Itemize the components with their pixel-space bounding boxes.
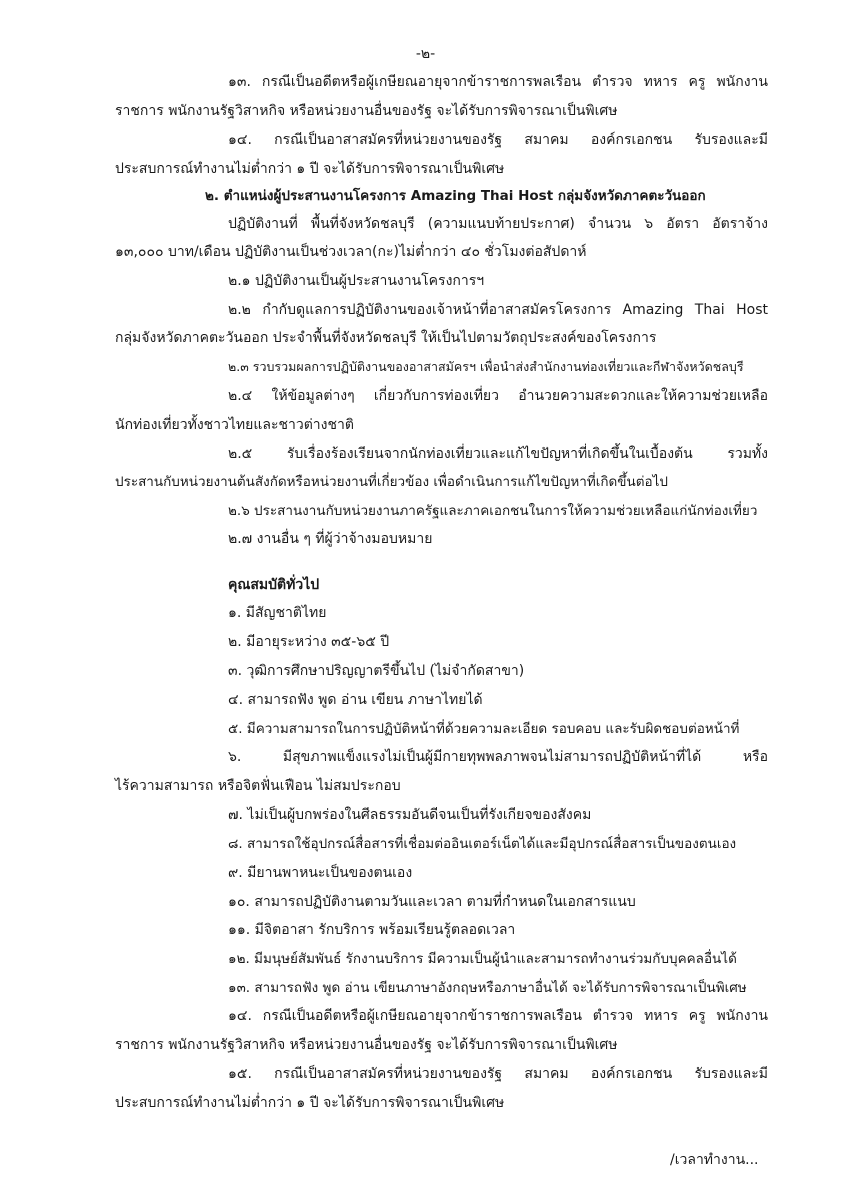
duty-2-4-line-1: ๒.๔ ให้ข้อมูลต่างๆ เกี่ยวกับการท่องเที่ยว อำนวยความสะดวกและให้ความช่วยเหลือ xyxy=(228,388,768,404)
duty-2-6: ๒.๖ ประสานงานกับหน่วยงานภาครัฐและภาคเอกชนในการให้ความช่วยเหลือแก่นักท่องเที่ยว xyxy=(228,503,758,519)
qualification-5: ๕. มีความสามารถในการปฏิบัติหน้าที่ด้วยความละเอียด รอบคอบ และรับผิดชอบต่อหน้าที่ xyxy=(228,721,740,737)
duty-2-3: ๒.๓ รวบรวมผลการปฏิบัติงานของอาสาสมัครฯ เพื่อนำส่งสำนักงานท่องเที่ยวและกีฬาจังหวัดชลบุรี xyxy=(228,359,744,374)
section-2-intro-line-2: ๑๓,๐๐๐ บาท/เดือน ปฏิบัติงานเป็นช่วงเวลา(กะ)ไม่ต่ำกว่า ๔๐ ชั่วโมงต่อสัปดาห์ xyxy=(115,244,587,260)
duty-2-1: ๒.๑ ปฏิบัติงานเป็นผู้ประสานงานโครงการฯ xyxy=(228,273,485,289)
item-13-line-1: ๑๓. กรณีเป็นอดีตหรือผู้เกษียณอายุจากข้าราชการพลเรือน ตำรวจ ทหาร ครู พนักงาน xyxy=(228,74,768,90)
qualification-4: ๔. สามารถฟัง พูด อ่าน เขียน ภาษาไทยได้ xyxy=(228,692,483,708)
item-14-line-1: ๑๔. กรณีเป็นอาสาสมัครที่หน่วยงานของรัฐ สมาคม องค์กรเอกชน รับรองและมี xyxy=(228,132,768,148)
qualification-13: ๑๓. สามารถฟัง พูด อ่าน เขียนภาษาอังกฤษหรือภาษาอื่นได้ จะได้รับการพิจารณาเป็นพิเศษ xyxy=(228,980,747,996)
qualification-14-line-2: ราชการ พนักงานรัฐวิสาหกิจ หรือหน่วยงานอื่นของรัฐ จะได้รับการพิจารณาเป็นพิเศษ xyxy=(115,1037,618,1053)
qualification-7: ๗. ไม่เป็นผู้บกพร่องในศีลธรรมอันดีจนเป็นที่รังเกียจของสังคม xyxy=(228,807,592,823)
qualification-14-line-1: ๑๔. กรณีเป็นอดีตหรือผู้เกษียณอายุจากข้าราชการพลเรือน ตำรวจ ทหาร ครู พนักงาน xyxy=(228,1008,768,1024)
duty-2-2-line-2: กลุ่มจังหวัดภาคตะวันออก ประจำพื้นที่จังหวัดชลบุรี ให้เป็นไปตามวัตถุประสงค์ของโครงการ xyxy=(115,330,657,346)
continuation-note: /เวลาทำงาน... xyxy=(670,1152,759,1168)
section-2-heading: ๒. ตำแหน่งผู้ประสานงานโครงการ Amazing Thai Host กลุ่มจังหวัดภาคตะวันออก xyxy=(205,188,706,204)
duty-2-5-line-2: ประสานกับหน่วยงานต้นสังกัดหรือหน่วยงานที่เกี่ยวข้อง เพื่อดำเนินการแก้ไขปัญหาที่เกิดขึ้นต่อไป xyxy=(115,474,668,490)
qualification-6-line-2: ไร้ความสามารถ หรือจิตฟั่นเฟือน ไม่สมประกอบ xyxy=(115,778,401,794)
qualifications-heading: คุณสมบัติทั่วไป xyxy=(228,577,320,593)
qualification-10: ๑๐. สามารถปฏิบัติงานตามวันและเวลา ตามที่กำหนดในเอกสารแนบ xyxy=(228,894,636,910)
duty-2-2-line-1: ๒.๒ กำกับดูแลการปฏิบัติงานของเจ้าหน้าที่อาสาสมัครโครงการ Amazing Thai Host xyxy=(228,302,768,318)
duty-2-7: ๒.๗ งานอื่น ๆ ที่ผู้ว่าจ้างมอบหมาย xyxy=(228,531,433,547)
item-13-line-2: ราชการ พนักงานรัฐวิสาหกิจ หรือหน่วยงานอื่นของรัฐ จะได้รับการพิจารณาเป็นพิเศษ xyxy=(115,103,618,119)
duty-2-4-line-2: นักท่องเที่ยวทั้งชาวไทยและชาวต่างชาติ xyxy=(115,417,354,433)
duty-2-5-line-1: ๒.๕ รับเรื่องร้องเรียนจากนักท่องเที่ยวและแก้ไขปัญหาที่เกิดขึ้นในเบื้องต้น รวมทั้ง xyxy=(228,446,768,462)
qualification-9: ๙. มียานพาหนะเป็นของตนเอง xyxy=(228,865,413,881)
qualification-1: ๑. มีสัญชาติไทย xyxy=(228,605,327,621)
page-number: -๒- xyxy=(415,46,436,62)
qualification-15-line-2: ประสบการณ์ทำงานไม่ต่ำกว่า ๑ ปี จะได้รับการพิจารณาเป็นพิเศษ xyxy=(115,1095,505,1111)
qualification-15-line-1: ๑๕. กรณีเป็นอาสาสมัครที่หน่วยงานของรัฐ สมาคม องค์กรเอกชน รับรองและมี xyxy=(228,1066,768,1082)
qualification-12: ๑๒. มีมนุษย์สัมพันธ์ รักงานบริการ มีความเป็นผู้นำและสามารถทำงานร่วมกับบุคคลอื่นได้ xyxy=(228,951,737,967)
qualification-2: ๒. มีอายุระหว่าง ๓๕-๖๕ ปี xyxy=(228,634,390,650)
item-14-line-2: ประสบการณ์ทำงานไม่ต่ำกว่า ๑ ปี จะได้รับการพิจารณาเป็นพิเศษ xyxy=(115,161,505,177)
qualification-8: ๘. สามารถใช้อุปกรณ์สื่อสารที่เชื่อมต่ออินเตอร์เน็ตได้และมีอุปกรณ์สื่อสารเป็นของตนเอง xyxy=(228,836,737,852)
qualification-11: ๑๑. มีจิตอาสา รักบริการ พร้อมเรียนรู้ตลอดเวลา xyxy=(228,922,516,938)
section-2-intro-line-1: ปฏิบัติงานที่ พื้นที่จังหวัดชลบุรี (ความแนบท้ายประกาศ) จำนวน ๖ อัตรา อัตราจ้าง xyxy=(228,216,768,232)
qualification-3: ๓. วุฒิการศึกษาปริญญาตรีขึ้นไป (ไม่จำกัดสาขา) xyxy=(228,663,525,679)
qualification-6-line-1: ๖. มีสุขภาพแข็งแรงไม่เป็นผู้มีกายทุพพลภาพจนไม่สามารถปฏิบัติหน้าที่ได้ หรือ xyxy=(228,749,768,765)
